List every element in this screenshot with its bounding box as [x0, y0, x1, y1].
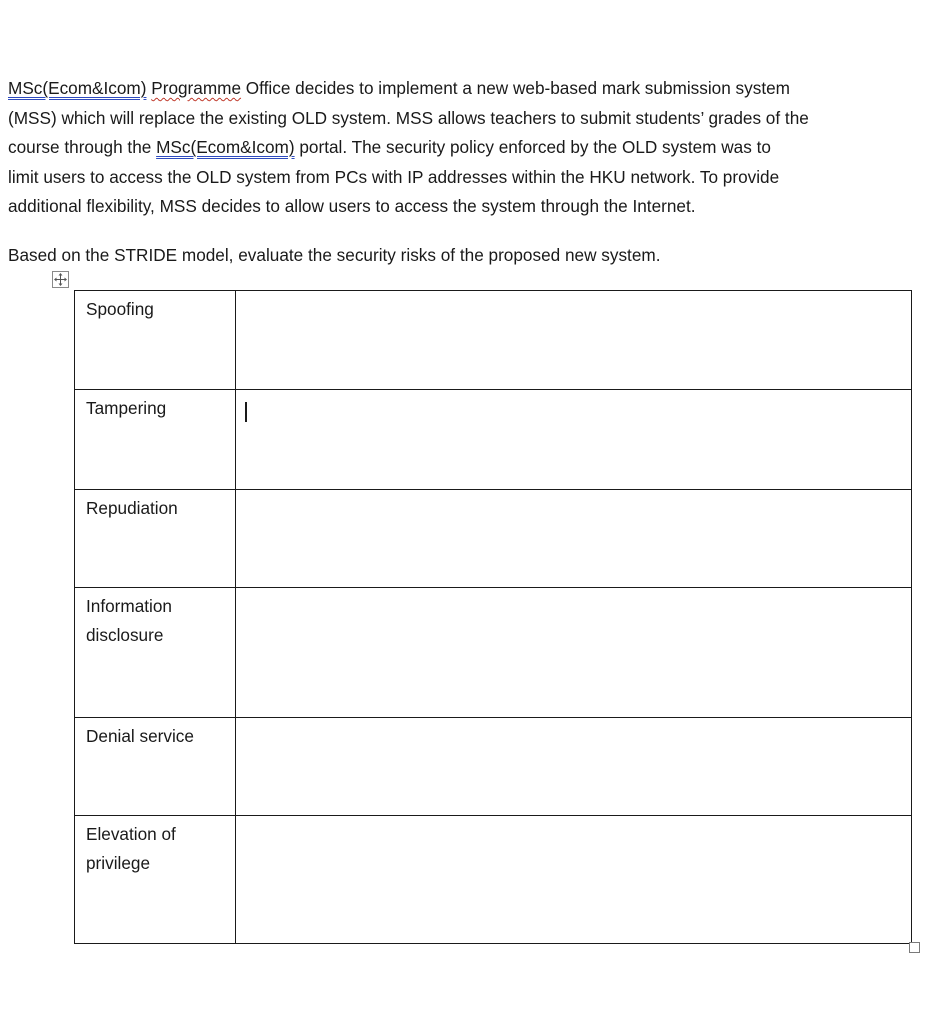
- intro-line-1: [8, 74, 928, 104]
- answer-cell-tampering[interactable]: [236, 390, 912, 490]
- row-label-tampering: [75, 390, 236, 490]
- term-programme: Programme: [151, 78, 242, 98]
- label-line: Elevation of: [86, 824, 176, 844]
- label-line: disclosure: [86, 625, 164, 645]
- intro-line-3-text-a: course through the: [8, 137, 157, 157]
- table-row: [75, 718, 912, 816]
- table-row: [75, 816, 912, 944]
- intro-line-2: (MSS) which will replace the existing OLD system. MSS allows teachers to submit students’ grades of the: [8, 107, 809, 128]
- row-label-denial-service: [75, 718, 236, 816]
- label-line: privilege: [86, 853, 151, 873]
- text-cursor: [245, 402, 247, 422]
- row-label-spoofing: [75, 291, 236, 390]
- row-label-information-disclosure: [75, 588, 236, 718]
- intro-line-4: limit users to access the OLD system from PCs with IP addresses within the HKU network. To provide: [8, 166, 780, 187]
- label-line: Spoofing: [86, 299, 154, 319]
- row-label-repudiation: [75, 490, 236, 588]
- intro-line-5: additional flexibility, MSS decides to allow users to access the system through the Internet.: [8, 196, 696, 216]
- table-row: [75, 390, 912, 490]
- stride-table: [74, 290, 912, 944]
- intro-line-3: [8, 133, 928, 163]
- resize-square-icon[interactable]: [909, 942, 920, 953]
- answer-cell-elevation-of-privilege[interactable]: [236, 816, 912, 944]
- question-text: Based on the STRIDE model, evaluate the security risks of the proposed new system.: [8, 245, 661, 265]
- table-row: [75, 490, 912, 588]
- intro-line-1-text: Office decides to implement a new web-based mark submission system: [241, 78, 790, 98]
- label-line: Denial service: [86, 726, 194, 746]
- table-row: [75, 291, 912, 390]
- term-msc-ecom-icom-2: MSc(Ecom&Icom): [156, 137, 295, 157]
- move-arrows-icon[interactable]: [52, 271, 69, 288]
- label-line: Tampering: [86, 398, 167, 418]
- answer-cell-denial-service[interactable]: [236, 718, 912, 816]
- answer-cell-spoofing[interactable]: [236, 291, 912, 390]
- answer-cell-repudiation[interactable]: [236, 490, 912, 588]
- row-label-elevation-of-privilege: [75, 816, 236, 944]
- label-line: Information: [86, 596, 172, 616]
- intro-line-3-text-b: portal. The security policy enforced by the OLD system was to: [294, 137, 771, 157]
- answer-cell-information-disclosure[interactable]: [236, 588, 912, 718]
- term-msc-ecom-icom: MSc(Ecom&Icom): [8, 78, 147, 98]
- table-row: [75, 588, 912, 718]
- label-line: Repudiation: [86, 498, 178, 518]
- intro-paragraph: [8, 74, 928, 222]
